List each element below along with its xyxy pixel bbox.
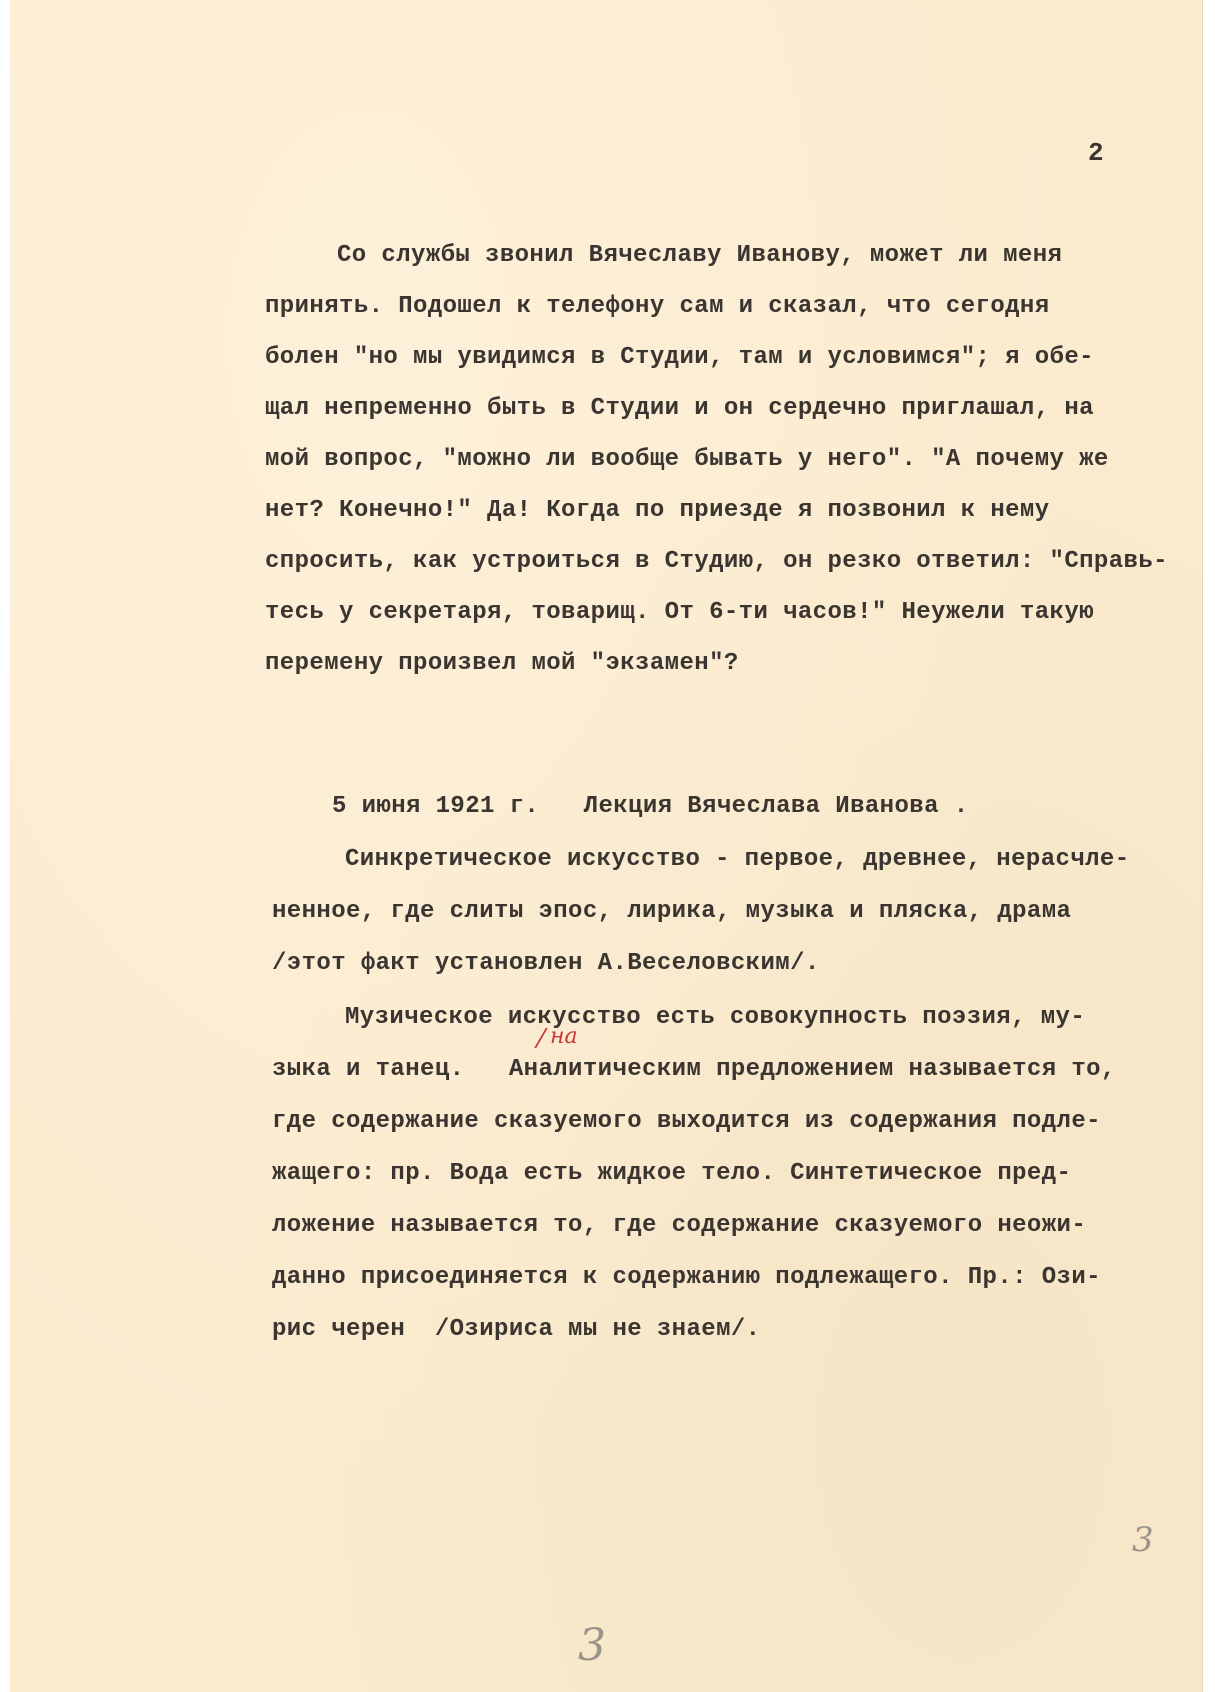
text-line: зыка и танец. Аналитическим предложением называется то,: [272, 1056, 1116, 1083]
page-number: 2: [1088, 138, 1104, 168]
text-line: /этот факт установлен А.Веселовским/.: [272, 950, 820, 977]
pencil-mark-bottom: 3: [578, 1620, 606, 1671]
text-line: жащего: пр. Вода есть жидкое тело. Синтетическое пред-: [272, 1160, 1072, 1187]
text-line: мой вопрос, "можно ли вообще бывать у него". "А почему же: [265, 446, 1109, 473]
text-line: Музическое искусство есть совокупность поэзия, му-: [345, 1004, 1086, 1031]
text-line: Со службы звонил Вячеславу Иванову, может ли меня: [337, 242, 1063, 269]
text-line: рис черен /Озириса мы не знаем/.: [272, 1316, 761, 1343]
text-line: Синкретическое искусство - первое, древнее, нерасчле-: [345, 846, 1130, 873]
text-line: щал непременно быть в Студии и он сердечно приглашал, на: [265, 395, 1094, 422]
text-line: перемену произвел мой "экзамен"?: [265, 650, 739, 677]
text-line: где содержание сказуемого выходится из содержания подле-: [272, 1108, 1101, 1135]
text-line: ненное, где слиты эпос, лирика, музыка и пляска, драма: [272, 898, 1072, 925]
document-page: [10, 0, 1202, 1692]
text-line: болен "но мы увидимся в Студии, там и условимся"; я обе-: [265, 344, 1094, 371]
text-line: ложение называется то, где содержание сказуемого неожи-: [272, 1212, 1087, 1239]
text-line: данно присоединяется к содержанию подлежащего. Пр.: Ози-: [272, 1264, 1101, 1291]
pencil-mark-right: 3: [1132, 1520, 1154, 1560]
text-line: спросить, как устроиться в Студию, он резко ответил: "Справь-: [265, 548, 1168, 575]
text-line: тесь у секретаря, товарищ. От 6-ти часов!" Неужели такую: [265, 599, 1094, 626]
text-line: принять. Подошел к телефону сам и сказал, что сегодня: [265, 293, 1050, 320]
entry-heading: 5 июня 1921 г. Лекция Вячеслава Иванова .: [332, 793, 969, 820]
handwritten-correction: на: [550, 1024, 578, 1049]
text-line: нет? Конечно!" Да! Когда по приезде я позвонил к нему: [265, 497, 1050, 524]
